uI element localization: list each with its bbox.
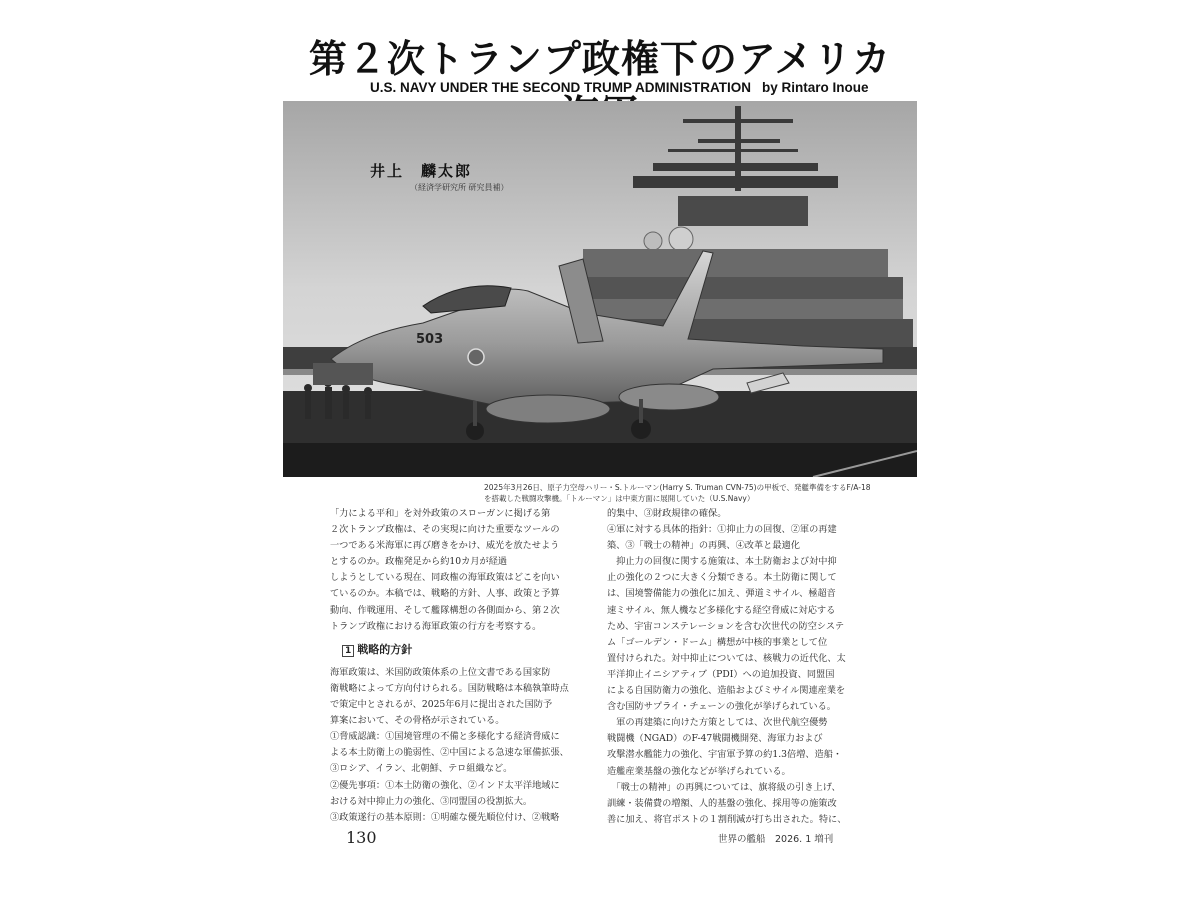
section-heading: [342, 642, 594, 659]
text-line: とするのか。政権発足から約10カ月が経過: [330, 556, 508, 568]
caption-line: 2025年3月26日、原子力空母ハリー・S.トルーマン(Harry S. Truman CVN-75)の甲板で、発艦準備をするF/A-18: [484, 483, 871, 492]
aircraft-number: 503: [416, 332, 444, 347]
text-line: 造艦産業基盤の強化などが挙げられている。: [607, 765, 791, 777]
caption-line: を搭載した戦闘攻撃機。「トルーマン」は中東方面に展開していた（U.S.Navy）: [484, 494, 755, 503]
text-line: 衛戦略によって方向付けられる。国防戦略は本稿執筆時点: [330, 682, 569, 694]
journal-footer: 世界の艦船 2026. 1 増刊: [718, 834, 834, 845]
text-line: 「戦士の精神」の再興については、旗将級の引き上げ、: [607, 781, 841, 793]
text-line: 算案において、その骨格が示されている。: [330, 715, 505, 727]
text-line: は、国境警備能力の強化に加え、弾道ミサイル、極超音: [607, 588, 836, 600]
article-byline: by Rintaro Inoue: [762, 80, 869, 95]
aircraft-carrier-photo: [283, 101, 917, 477]
text-line: ③ロシア、イラン、北朝鮮、テロ組織など。: [330, 763, 513, 775]
text-line: 「力による平和」を対外政策のスローガンに掲げる第: [330, 508, 551, 519]
text-line: ているのか。本稿では、戦略的方針、人事、政策と予算: [330, 588, 560, 600]
text-line: 平洋抑止イニシアティブ（PDI）への追加投資、同盟国: [607, 668, 835, 680]
text-line: 含む国防サプライ・チェーンの強化が挙げられている。: [607, 701, 836, 713]
text-line: しようとしている現在、同政権の海軍政策はどこを向い: [330, 572, 560, 584]
text-line: 動向、作戦運用、そして艦隊構想の各側面から、第２次: [330, 604, 560, 616]
text-line: ④軍に対する具体的指針：①抑止力の回復、②軍の再建: [607, 524, 837, 536]
body-column-left: [330, 506, 594, 826]
text-line: 戦闘機（NGAD）のF-47戦闘機開発、海軍力および: [607, 733, 823, 745]
text-line: ２次トランプ政権は、その実現に向けた重要なツールの: [330, 524, 560, 536]
text-line: 善に加え、将官ポストの１割削減が打ち出された。特に、: [607, 813, 847, 825]
text-line: 訓練・装備費の増額、人的基盤の強化、採用等の施策改: [607, 797, 837, 809]
author-name: 井上 麟太郎: [370, 162, 473, 180]
text-line: 海軍政策は、米国防政策体系の上位文書である国家防: [330, 666, 551, 678]
author-role: （経済学研究所 研究員補）: [410, 183, 509, 192]
text-line: よる本土防衛上の脆弱性、②中国による急速な軍備拡張、: [330, 747, 569, 759]
text-line: 抑止力の回復に関する施策は、本土防衛および対中抑: [607, 556, 837, 568]
text-line: 止の強化の２つに大きく分類できる。本土防衛に関して: [607, 572, 837, 584]
text-line: ②優先事項：①本土防衛の強化、②インド太平洋地域に: [330, 779, 560, 791]
text-line: 置付けられた。対中抑止については、核戦力の近代化、太: [607, 652, 846, 664]
text-line: 一つである米海軍に再び磨きをかけ、威光を放たせよう: [330, 540, 560, 552]
body-column-right: [607, 506, 873, 828]
text-line: による自国防衛力の強化、造船およびミサイル関連産業を: [607, 685, 846, 697]
text-line: おける対中抑止力の強化、③同盟国の役割拡大。: [330, 795, 533, 807]
text-line: 攻撃潜水艦能力の強化、宇宙軍予算の約1.3倍増、造船・: [607, 749, 843, 761]
section-title: 戦略的方針: [357, 642, 413, 656]
photo-caption: [484, 482, 884, 504]
section-number: 1: [342, 645, 354, 657]
text-line: 速ミサイル、無人機など多様化する経空脅威に対応する: [607, 604, 836, 616]
page-number: 130: [346, 828, 377, 847]
article-title: 第２次トランプ政権下のアメリカ: [308, 37, 892, 81]
text-line: 軍の再建築に向けた方策としては、次世代航空優勢: [607, 717, 828, 729]
text-line: 的集中、③財政規律の確保。: [607, 508, 727, 519]
text-line: ム「ゴールデン・ドーム」構想が中核的事業として位: [607, 636, 828, 648]
text-line: ため、宇宙コンステレーションを含む次世代の防空システ: [607, 620, 845, 632]
text-line: ③政策遂行の基本原則：①明確な優先順位付け、②戦略: [330, 811, 560, 823]
text-line: で策定中とされるが、2025年6月に提出された国防予: [330, 699, 553, 711]
text-line: 築、③「戦士の精神」の再興、④改革と最適化: [607, 540, 800, 552]
article-subtitle: U.S. NAVY UNDER THE SECOND TRUMP ADMINISTRATION: [370, 80, 752, 95]
text-line: ①脅威認識：①国境管理の不備と多様化する経済脅威に: [330, 731, 560, 743]
text-line: トランプ政権における海軍政策の行方を考察する。: [330, 620, 542, 632]
